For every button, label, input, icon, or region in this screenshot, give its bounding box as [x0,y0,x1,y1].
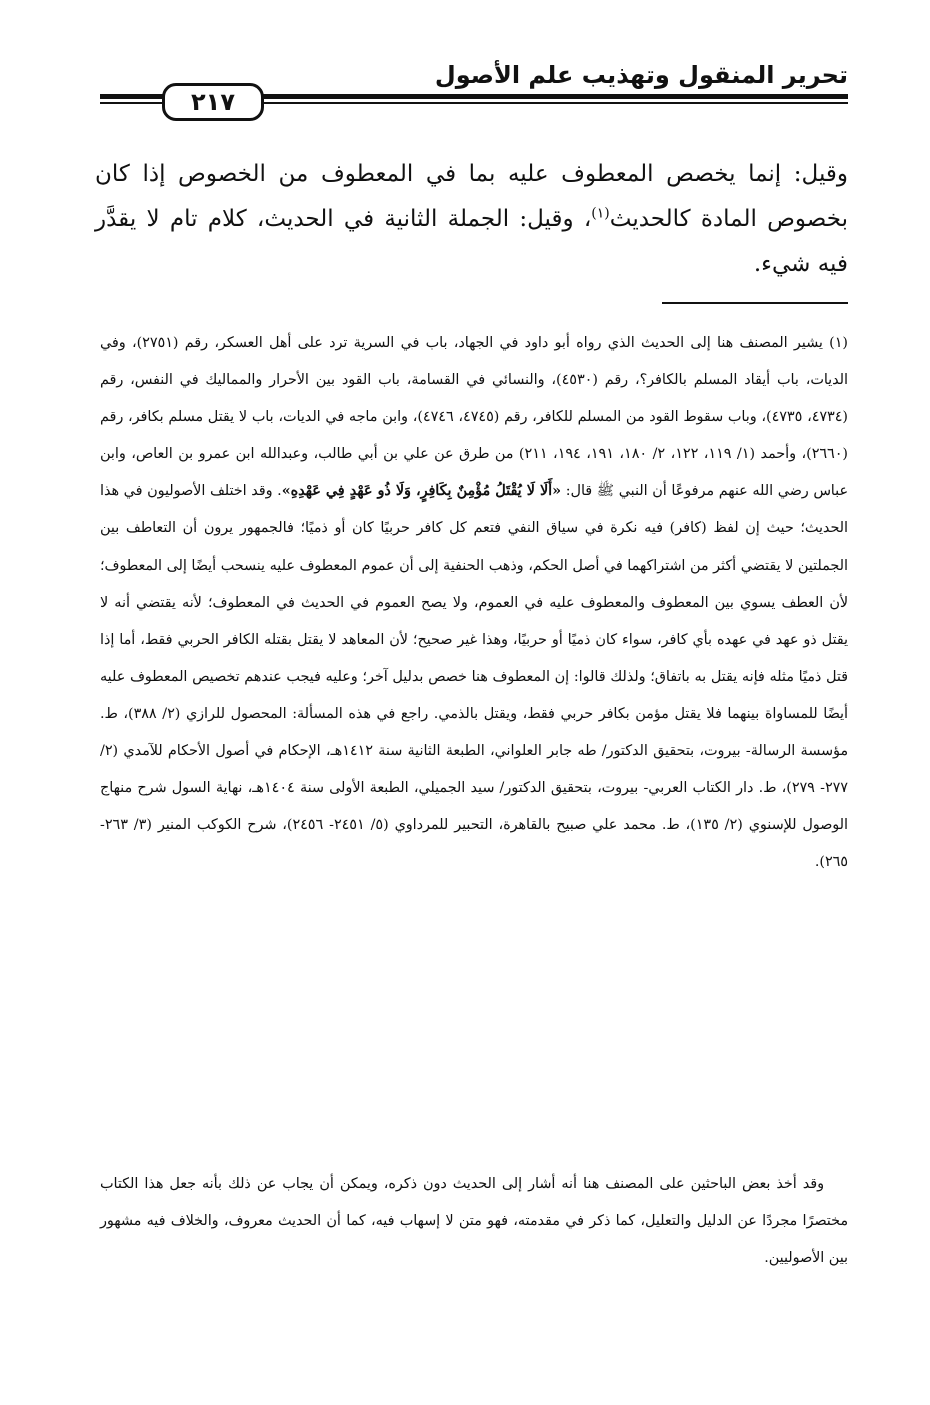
page-number: ٢١٧ [162,83,264,121]
running-title: تحرير المنقول وتهذيب علم الأصول [434,61,848,89]
main-paragraph [95,152,848,287]
footnote [100,325,848,881]
footnote-separator [662,302,848,304]
hadith-quote: «أَلَا لَا يُقْتَلُ مُؤْمِنٌ بِكَافِرٍ، وَلَا ذُو عَهْدٍ فِي عَهْدِهِ» [281,483,562,500]
main-text-before-ref: وقيل: إنما يخصص المعطوف عليه بما في المعطوف من الخصوص إذا كان بخصوص المادة كالحديث [95,161,848,232]
comment-paragraph: وقد أخذ بعض الباحثين على المصنف هنا أنه أشار إلى الحديث دون ذكره، ويمكن أن يجاب عن ذلك بأنه جعل هذا الكتاب مختصرًا مجردًا عن الدليل والتعليل، كما ذكر في مقدمته، فهو متن لا إسهاب فيه، كما أن الحديث معروف، والخلاف فيه مشهور بين الأصوليين. [100,1176,848,1267]
footnote-text-before-hadith: يشير المصنف هنا إلى الحديث الذي رواه أبو داود في الجهاد، باب في السرية ترد على أهل العسكر، رقم (٢٧٥١)، وفي الديات، باب أيقاد المسلم بالكافر؟، رقم (٤٥٣٠)، والنسائي في القسامة، باب القود بين الأحرار والمماليك في النفس، رقم (٤٧٣٤، ٤٧٣٥)، وباب سقوط القود من المسلم للكافر، رقم (٤٧٤٥، ٤٧٤٦)، وابن ماجه في الديات، باب لا يقتل مسلم بكافر، رقم (٢٦٦٠)، وأحمد (١/ ١١٩، ١٢٢، ٢/ ١٨٠، ١٩١، ١٩٤، ٢١١) من طرق عن علي بن أبي طالب، وعبدالله ابن عمرو بن العاص، وابن عباس رضي الله عنهم مرفوعًا أن النبي ﷺ قال: [100,335,848,500]
footnote-marker: (١) [829,335,848,351]
main-text [95,152,848,287]
footnote-paragraph [100,325,848,881]
main-text-after-ref: ، وقيل: الجملة الثانية في الحديث، كلام تام لا يقدَّر فيه شيء. [95,206,848,277]
page-header [100,58,848,118]
footnote-comment [100,1166,848,1277]
footnote-reference[interactable]: (١) [591,205,610,222]
footnote-text-after-hadith: . وقد اختلف الأصوليون في هذا الحديث؛ حيث إن لفظ (كافر) فيه نكرة في سياق النفي فتعم كل كافر حربيًا كان أو ذميًا؛ فالجمهور يرون أن التعاطف بين الجملتين لا يقتضي أكثر من اشتراكهما في أصل الحكم، وذهب الحنفية إلى أن عموم المعطوف عليه ينسحب أيضًا إلى المعطوف؛ لأن العطف يسوي بين المعطوف والمعطوف عليه في العموم، ولا يصح العموم في الحديث في المعطوف؛ لأنه يقتضي أنه لا يقتل ذو عهد في عهده بأي كافر، سواء كان ذميًا أو حربيًا، وهذا غير صحيح؛ لأن المعاهد لا يقتل بقتله الكافر الحربي فقط، أما إذا قتل ذميًا مثله فإنه يقتل به باتفاق؛ ولذلك قالوا: إن المعطوف هنا خصص بدليل آخر؛ وعليه فيجب عندهم تخصيص المعطوف عليه أيضًا للمساواة بينهما فلا يقتل مؤمن بكافر حربي فقط، ويقتل بالذمي. راجع في هذه المسألة: المحصول للرازي (٢/ ٣٨٨)، ط. مؤسسة الرسالة- بيروت، بتحقيق الدكتور/ طه جابر العلواني، الطبعة الثانية سنة ١٤١٢هـ، الإحكام في أصول الأحكام للآمدي (٢/ ٢٧٧- ٢٧٩)، ط. دار الكتاب العربي- بيروت، بتحقيق الدكتور/ سيد الجميلي، الطبعة الأولى سنة ١٤٠٤هـ، نهاية السول شرح منهاج الوصول للإسنوي (٢/ ١٣٥)، ط. محمد علي صبيح بالقاهرة، التحبير للمرداوي (٥/ ٢٤٥١- ٢٤٥٦)، شرح الكوكب المنير (٣/ ٢٦٣- ٢٦٥). [100,483,849,871]
